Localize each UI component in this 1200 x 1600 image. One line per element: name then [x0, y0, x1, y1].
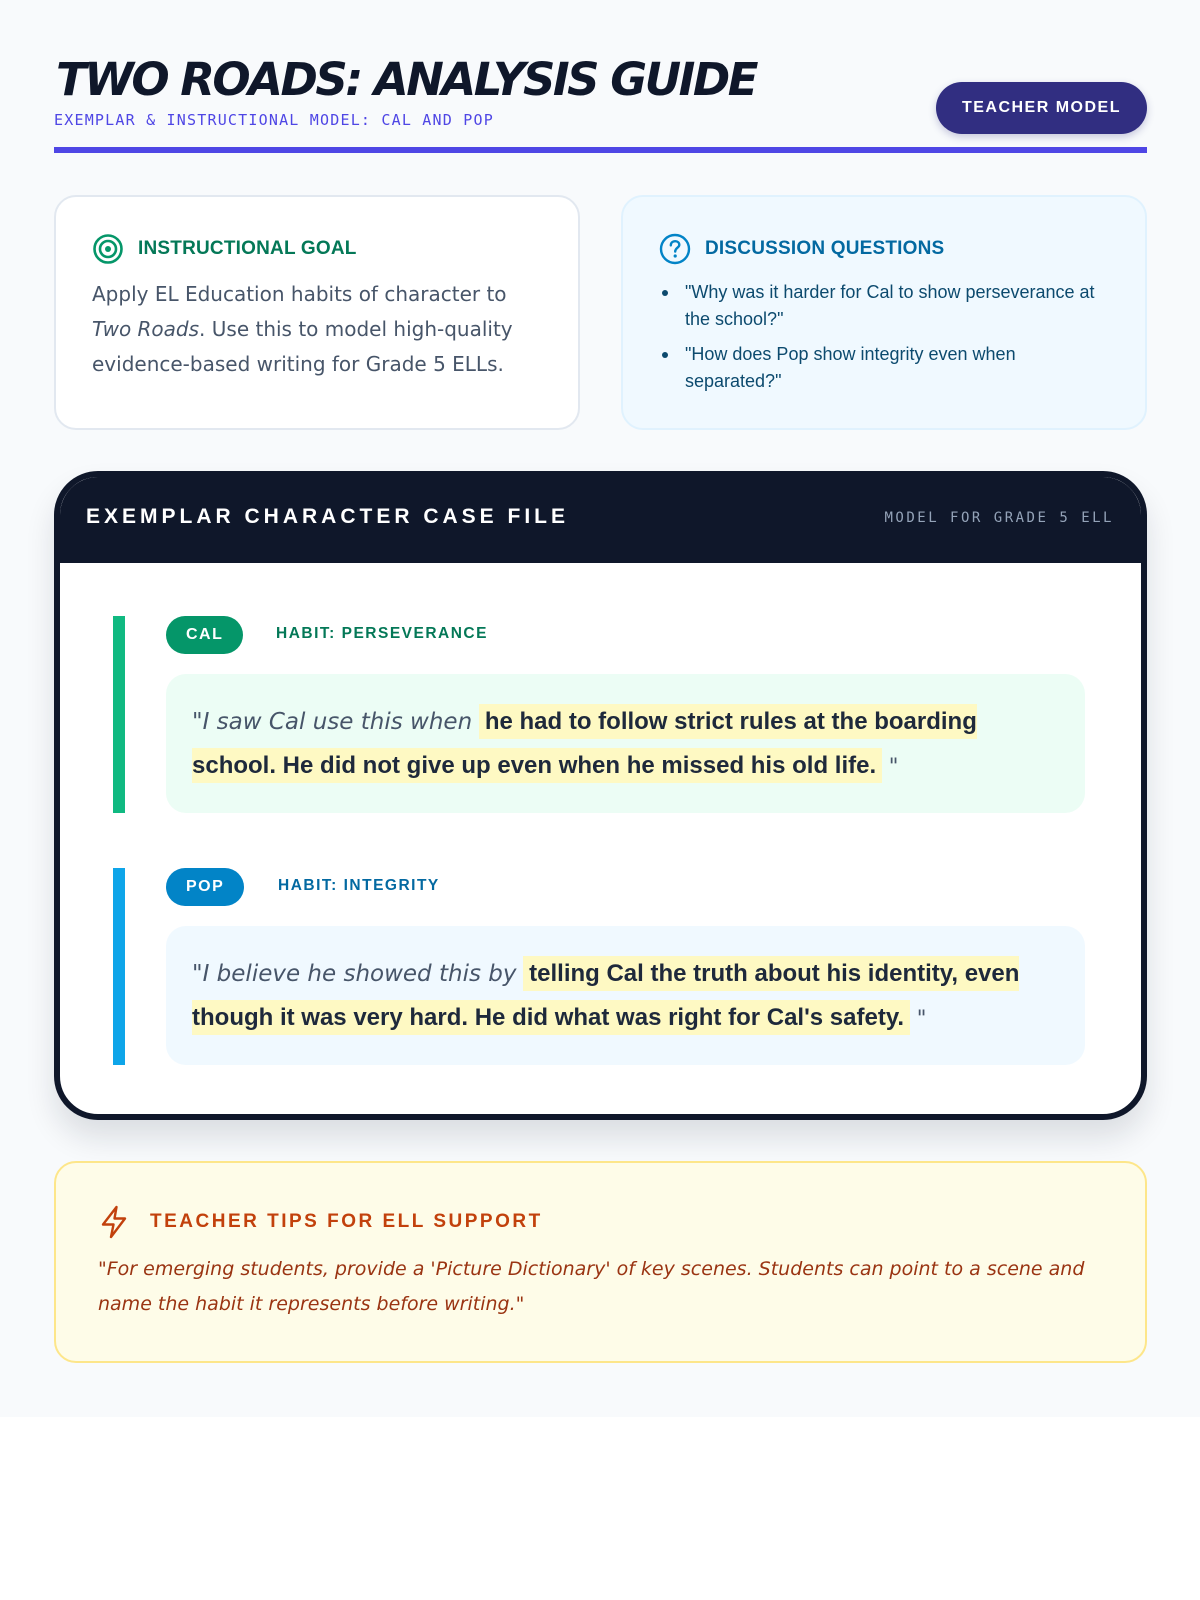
sentence-starter: "I believe he showed this by: [192, 961, 517, 987]
book-title: Two Roads: [92, 317, 200, 341]
case-entry-cal: [113, 616, 1085, 813]
question-circle-icon: [659, 233, 691, 265]
list-item: "How does Pop show integrity even when separated?": [661, 341, 1111, 395]
header-divider: [54, 147, 1147, 153]
evidence-highlight: he had to follow strict rules at the boarding school. He did not give up even when he missed his old life.: [192, 704, 977, 783]
target-icon: [92, 233, 124, 265]
discussion-questions-label: DISCUSSION QUESTIONS: [705, 238, 945, 259]
closing-quote: ": [916, 1006, 927, 1030]
case-file-title: EXEMPLAR CHARACTER CASE FILE: [86, 505, 570, 528]
case-file-header: [60, 477, 1141, 563]
lightning-icon: [98, 1205, 130, 1239]
page-subtitle: EXEMPLAR & INSTRUCTIONAL MODEL: CAL AND POP: [54, 111, 494, 129]
evidence-highlight: telling Cal the truth about his identity, even though it was very hard. He did what was right for Cal's safety.: [192, 956, 1019, 1035]
evidence-quote-pop: [166, 926, 1085, 1065]
accent-bar: [113, 616, 125, 813]
instructional-goal-card: [54, 195, 580, 430]
teacher-model-badge: TEACHER MODEL: [936, 82, 1147, 134]
teacher-tips-header: [98, 1205, 543, 1239]
list-item: "Why was it harder for Cal to show perseverance at the school?": [661, 279, 1111, 333]
goal-text-part: Apply EL Education habits of character to: [92, 282, 507, 306]
header: [54, 52, 1147, 154]
teacher-tips-label: TEACHER TIPS FOR ELL SUPPORT: [150, 1211, 543, 1232]
instructional-goal-text: [92, 277, 552, 382]
discussion-questions-header: [659, 233, 944, 265]
case-entry-pop: [113, 868, 1085, 1065]
goal-text-part: . Use this to model high-quality evidence-based writing for Grade 5 ELLs.: [92, 317, 513, 376]
instructional-goal-header: [92, 233, 357, 265]
discussion-questions-list: [661, 279, 1111, 403]
case-file-meta: MODEL FOR GRADE 5 ELL: [884, 510, 1114, 526]
character-case-file: [54, 471, 1147, 1120]
character-pill-pop: POP: [166, 868, 244, 906]
instructional-goal-label: INSTRUCTIONAL GOAL: [138, 238, 357, 259]
evidence-quote-cal: [166, 674, 1085, 813]
habit-label-cal: HABIT: PERSEVERANCE: [276, 625, 488, 642]
character-pill-cal: CAL: [166, 616, 243, 654]
teacher-tips-card: [54, 1161, 1147, 1363]
closing-quote: ": [888, 754, 899, 778]
teacher-tips-text: "For emerging students, provide a 'Picture Dictionary' of key scenes. Students can point to a scene and name the habit it represents before writing.": [98, 1258, 1085, 1315]
discussion-questions-card: [621, 195, 1147, 430]
accent-bar: [113, 868, 125, 1065]
sentence-starter: "I saw Cal use this when: [192, 709, 473, 735]
page-title: TWO ROADS: ANALYSIS GUIDE: [56, 53, 757, 106]
habit-label-pop: HABIT: INTEGRITY: [278, 877, 440, 894]
